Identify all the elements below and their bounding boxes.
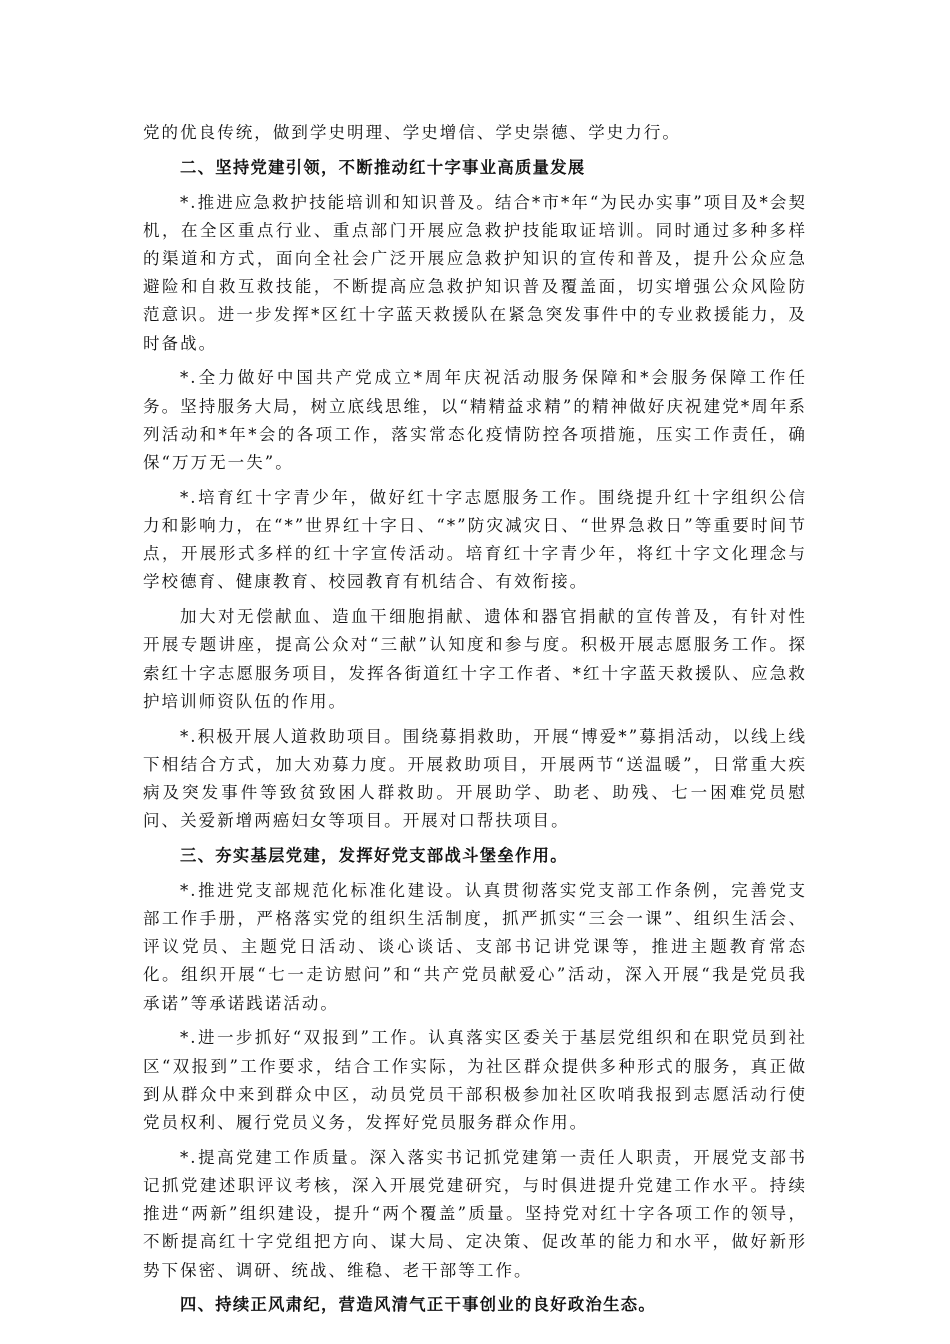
paragraph-branch-standardization: *.推进党支部规范化标准化建设。认真贯彻落实党支部工作条例，完善党支部工作手册，严格落实党的组织生活制度，抓严抓实“三会一课”、组织生活会、评议党员、主题党日活动、谈心谈话、支部书记讲党课等，推进主题教育常态化。组织开展“七一走访慰问”和“共产党员献爱心”活动，深入开展“我是党员我承诺”等承诺践诺活动。 [143,880,807,1013]
paragraph-emergency-rescue-training: *.推进应急救护技能培训和知识普及。结合*市*年“为民办实事”项目及*会契机，在全区重点行业、重点部门开展应急救护技能取证培训。同时通过多种多样的渠道和方式，面向全社会广泛开展应急救护知识的宣传和普及，提升公众应急避险和自救互救技能，不断提高应急救护知识普及覆盖面，切实增强公众风险防范意识。进一步发挥*区红十字蓝天救援队在紧急突发事件中的专业救援能力，及时备战。 [143,192,807,353]
section-heading-2: 二、坚持党建引领，不断推动红十字事业高质量发展 [180,157,586,177]
paragraph-anniversary-service: *.全力做好中国共产党成立*周年庆祝活动服务保障和*会服务保障工作任务。坚持服务大局，树立底线思维，以“精精益求精”的精神做好庆祝建党*周年系列活动和*年*会的各项工作，落实常态化疫情防控各项措施，压实工作责任，确保“万万无一失”。 [143,368,807,473]
paragraph-party-quality: *.提高党建工作质量。深入落实书记抓党建第一责任人职责，开展党支部书记抓党建述职评议考核，深入开展党建研究，与时俱进提升党建工作水平。持续推进“两新”组织建设，提升“两个覆盖”质量。坚持党对红十字各项工作的领导，不断提高红十字党组把方向、谋大局、定决策、促改革的能力和水平，做好新形势下保密、调研、统战、维稳、老干部等工作。 [143,1147,807,1280]
paragraph-donation-promotion: 加大对无偿献血、造血干细胞捐献、遗体和器官捐献的宣传普及，有针对性开展专题讲座，提高公众对“三献”认知度和参与度。积极开展志愿服务工作。探索红十字志愿服务项目，发挥各街道红十字工作者、*红十字蓝天救援队、应急救护培训师资队伍的作用。 [143,607,807,711]
section-heading-4: 四、持续正风肃纪，营造风清气正干事创业的良好政治生态。 [180,1295,657,1315]
paragraph-continuation: 党的优良传统，做到学史明理、学史增信、学史崇德、学史力行。 [143,123,681,142]
paragraph-double-report: *.进一步抓好“双报到”工作。认真落实区委关于基层党组织和在职党员到社区“双报到”工作要求，结合工作实际，为社区群众提供多种形式的服务，真正做到从群众中来到群众中区，动员党员干部积极参加社区吹哨我报到志愿活动行使党员权利、履行党员义务，发挥好党员服务群众作用。 [143,1028,807,1133]
paragraph-humanitarian-aid: *.积极开展人道救助项目。围绕募捐救助，开展“博爱*”募捐活动，以线上线下相结合方式，加大劝募力度。开展救助项目，开展两节“送温暖”，日常重大疾病及突发事件等致贫致困人群救助。开展助学、助老、助残、七一困难党员慰问、关爱新增两癌妇女等项目。开展对口帮扶项目。 [143,726,807,831]
section-heading-3: 三、夯实基层党建，发挥好党支部战斗堡垒作用。 [180,846,568,866]
paragraph-youth-volunteer: *.培育红十字青少年，做好红十字志愿服务工作。围绕提升红十字组织公信力和影响力，在“*”世界红十字日、“*”防灾减灾日、“世界急救日”等重要时间节点，开展形式多样的红十字宣传活动。培育红十字青少年，将红十字文化理念与学校德育、健康教育、校园教育有机结合、有效衔接。 [143,487,807,592]
document-page [143,119,807,1326]
